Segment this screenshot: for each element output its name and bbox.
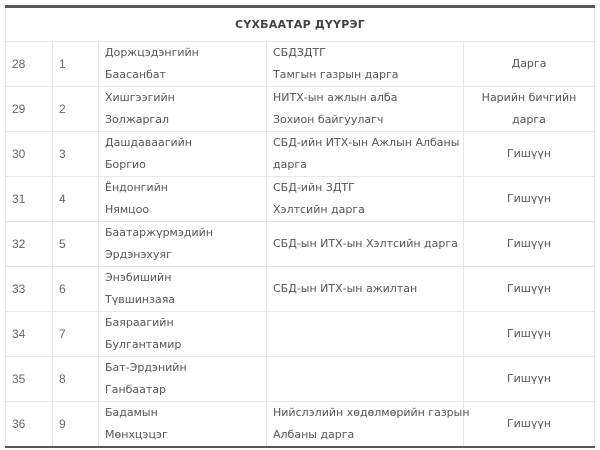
member-organization — [267, 402, 470, 448]
committee-table-container — [5, 5, 594, 448]
member-name — [99, 402, 267, 448]
org-line-2: Тамгын газрын дарга — [273, 68, 399, 81]
row-number: 28 — [6, 42, 53, 87]
row-index: 9 — [53, 402, 99, 448]
row-index: 4 — [53, 177, 99, 222]
row-index: 8 — [53, 357, 99, 402]
row-number: 30 — [6, 132, 53, 177]
given-name: Баасанбат — [105, 68, 166, 81]
org-line-1: СБД-ын ИТХ-ын Хэлтсийн дарга — [273, 237, 458, 250]
table-row — [6, 402, 595, 448]
member-name — [99, 177, 267, 222]
member-role: Гишүүн — [464, 177, 595, 222]
row-number: 33 — [6, 267, 53, 312]
surname: Баяраагийн — [105, 316, 174, 329]
member-organization — [267, 87, 464, 132]
table-row — [6, 42, 595, 87]
member-role: Гишүүн — [464, 267, 595, 312]
org-line-1: Нийслэлийн хөдөлмөрийн газрын — [273, 406, 470, 419]
member-organization — [267, 222, 464, 267]
member-role: Гишүүн — [464, 357, 595, 402]
member-role: Нарийн бичгийн дарга — [464, 87, 595, 132]
org-line-1: СБД-ийн ИТХ-ын Ажлын Албаны — [273, 136, 460, 149]
surname: Бат-Эрдэнийн — [105, 361, 187, 374]
district-header-row — [6, 7, 595, 42]
row-number: 32 — [6, 222, 53, 267]
member-organization — [267, 132, 464, 177]
row-index: 6 — [53, 267, 99, 312]
member-organization — [267, 267, 464, 312]
row-number: 35 — [6, 357, 53, 402]
member-organization — [267, 42, 464, 87]
org-line-1: СБД-ийн ЗДТГ — [273, 181, 355, 194]
given-name: Булгантамир — [105, 338, 182, 351]
surname: Бадамын — [105, 406, 158, 419]
given-name: Боргио — [105, 158, 146, 171]
row-index: 7 — [53, 312, 99, 357]
given-name: Нямцоо — [105, 203, 150, 216]
member-role: Гишүүн — [464, 132, 595, 177]
surname: Доржцэдэнгийн — [105, 46, 199, 59]
given-name: Ганбаатар — [105, 383, 167, 396]
org-line-1: СБД-ын ИТХ-ын ажилтан — [273, 282, 418, 295]
member-role: Гишүүн — [464, 402, 595, 448]
member-role: Дарга — [464, 42, 595, 87]
row-index: 5 — [53, 222, 99, 267]
org-line-1: СБДЗДТГ — [273, 46, 326, 59]
table-row — [6, 222, 595, 267]
table-row — [6, 87, 595, 132]
member-organization — [267, 177, 464, 222]
given-name: Эрдэнэхуяг — [105, 248, 172, 261]
member-role: Гишүүн — [464, 222, 595, 267]
table-row — [6, 132, 595, 177]
member-name — [99, 222, 267, 267]
given-name: Түвшинзаяа — [105, 293, 176, 306]
member-name — [99, 267, 267, 312]
org-line-1: НИТХ-ын ажлын алба — [273, 91, 398, 104]
row-number: 29 — [6, 87, 53, 132]
member-organization — [267, 312, 464, 357]
org-line-2: дарга — [273, 158, 307, 171]
org-line-2: Албаны дарга — [273, 428, 355, 441]
surname: Баатаржүрмэдийн — [105, 226, 213, 239]
member-name — [99, 312, 267, 357]
surname: Хишгээгийн — [105, 91, 175, 104]
member-name — [99, 42, 267, 87]
row-index: 1 — [53, 42, 99, 87]
org-line-2: Зохион байгуулагч — [273, 113, 384, 126]
table-row — [6, 357, 595, 402]
table-row — [6, 267, 595, 312]
row-number: 31 — [6, 177, 53, 222]
table-row — [6, 312, 595, 357]
member-name — [99, 87, 267, 132]
given-name: Золжаргал — [105, 113, 169, 126]
row-index: 3 — [53, 132, 99, 177]
row-index: 2 — [53, 87, 99, 132]
member-name — [99, 357, 267, 402]
surname: Энэбишийн — [105, 271, 172, 284]
member-organization — [267, 357, 464, 402]
member-name — [99, 132, 267, 177]
table-row — [6, 177, 595, 222]
surname: Дашдаваагийн — [105, 136, 192, 149]
committee-table — [5, 5, 595, 448]
surname: Ёндонгийн — [105, 181, 168, 194]
member-role: Гишүүн — [464, 312, 595, 357]
row-number: 34 — [6, 312, 53, 357]
row-number: 36 — [6, 402, 53, 448]
district-title: СҮХБААТАР ДҮҮРЭГ — [6, 7, 595, 42]
org-line-2: Хэлтсийн дарга — [273, 203, 365, 216]
given-name: Мөнхцэцэг — [105, 428, 168, 441]
